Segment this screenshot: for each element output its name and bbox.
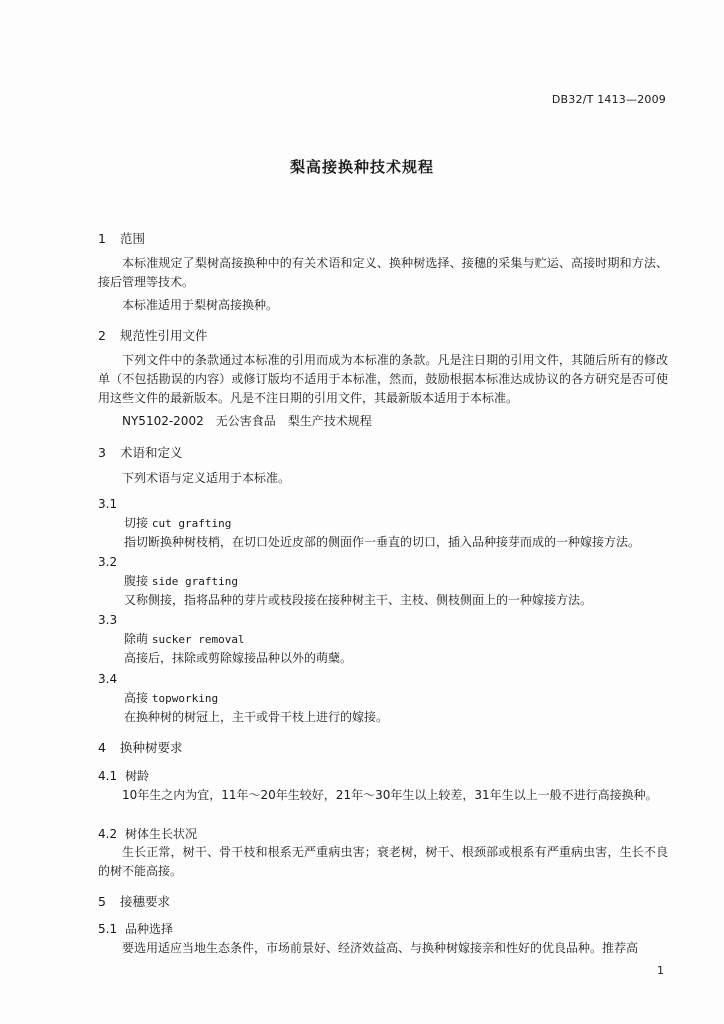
term-number: 3.4 <box>98 672 118 686</box>
section-number: 2 <box>98 328 106 343</box>
subsection-5-1-heading <box>98 920 668 939</box>
term-en: topworking <box>151 692 219 705</box>
term-definition: 在换种树的树冠上，主干或骨干枝上进行的嫁接。 <box>124 710 389 724</box>
section-1-heading <box>98 229 668 248</box>
term-number: 3.1 <box>98 497 118 511</box>
subsection-number: 4.2 <box>98 827 118 841</box>
term-number: 3.2 <box>98 555 118 569</box>
term-zh: 腹接 <box>124 574 149 588</box>
section-3-heading <box>98 443 668 462</box>
term-name <box>98 514 694 533</box>
term-name <box>98 689 694 708</box>
subsection-title: 品种选择 <box>125 922 174 936</box>
section-number: 1 <box>98 231 106 246</box>
term-number: 3.3 <box>98 613 118 627</box>
subsection-4-1-text: 10年生之内为宜，11年～20年生较好，21年～30年生以上较差，31年生以上一般不进行高接换种。 <box>122 788 658 802</box>
normative-reference: NY5102-2002 无公害食品 梨生产技术规程 <box>122 414 372 428</box>
term-en: side grafting <box>151 575 238 588</box>
term-zh: 切接 <box>124 516 149 530</box>
section-title: 接穗要求 <box>120 894 171 909</box>
section-2-paragraph: 下列文件中的条款通过本标准的引用而成为本标准的条款。凡是注日期的引用文件，其随后所有的修改单（不包括勘误的内容）或修订版均不适用于本标准，然而，鼓励根据本标准达成协议的各方研究是否可使用这些文件的最新版本。凡是不注日期的引用文件，其最新版本适用于本标准。 <box>98 353 668 405</box>
document-title: 梨高接换种技术规程 <box>289 158 434 176</box>
subsection-title: 树体生长状况 <box>125 827 198 841</box>
subsection-title: 树龄 <box>125 769 150 783</box>
term-definition: 指切断换种树枝梢，在切口处近皮部的侧面作一垂直的切口，插入品种接芽而成的一种嫁接方法。 <box>124 535 641 549</box>
section-1-paragraph-1: 本标准规定了梨树高接换种中的有关术语和定义、换种树选择、接穗的采集与贮运、高接时期和方法、接后管理等技术。 <box>98 256 668 289</box>
subsection-4-2-text: 生长正常，树干、骨干枝和根系无严重病虫害；衰老树，树干、根颈部或根系有严重病虫害，生长不良的树不能高接。 <box>98 845 668 878</box>
section-number: 5 <box>98 894 106 909</box>
term-en: cut grafting <box>151 517 232 530</box>
section-1-paragraph-2: 本标准适用于梨树高接换种。 <box>122 298 279 312</box>
section-title: 范围 <box>120 231 146 246</box>
term-zh: 除萌 <box>124 632 149 646</box>
term-zh: 高接 <box>124 691 149 705</box>
term-name <box>98 572 694 591</box>
subsection-number: 5.1 <box>98 922 118 936</box>
subsection-5-1-text: 要选用适应当地生态条件，市场前景好、经济效益高、与换种树嫁接亲和性好的优良品种。推荐高 <box>122 941 639 955</box>
section-title: 术语和定义 <box>120 445 183 460</box>
term-en: sucker removal <box>151 633 245 646</box>
section-title: 规范性引用文件 <box>120 328 208 343</box>
subsection-4-1-heading <box>98 767 668 786</box>
subsection-4-2-heading <box>98 825 668 844</box>
section-number: 3 <box>98 445 106 460</box>
section-number: 4 <box>98 740 106 755</box>
section-title: 换种树要求 <box>120 740 183 755</box>
section-4-heading <box>98 738 668 757</box>
page-number: 1 <box>657 964 664 977</box>
section-5-heading <box>98 892 668 911</box>
term-definition: 高接后，抹除或剪除嫁接品种以外的萌蘖。 <box>124 651 353 665</box>
term-name <box>98 630 694 649</box>
subsection-number: 4.1 <box>98 769 118 783</box>
term-definition: 又称侧接，指将品种的芽片或枝段接在接种树主干、主枝、侧枝侧面上的一种嫁接方法。 <box>124 593 593 607</box>
section-3-intro: 下列术语与定义适用于本标准。 <box>122 471 291 485</box>
standard-code: DB32/T 1413—2009 <box>551 93 666 106</box>
section-2-heading <box>98 326 668 345</box>
